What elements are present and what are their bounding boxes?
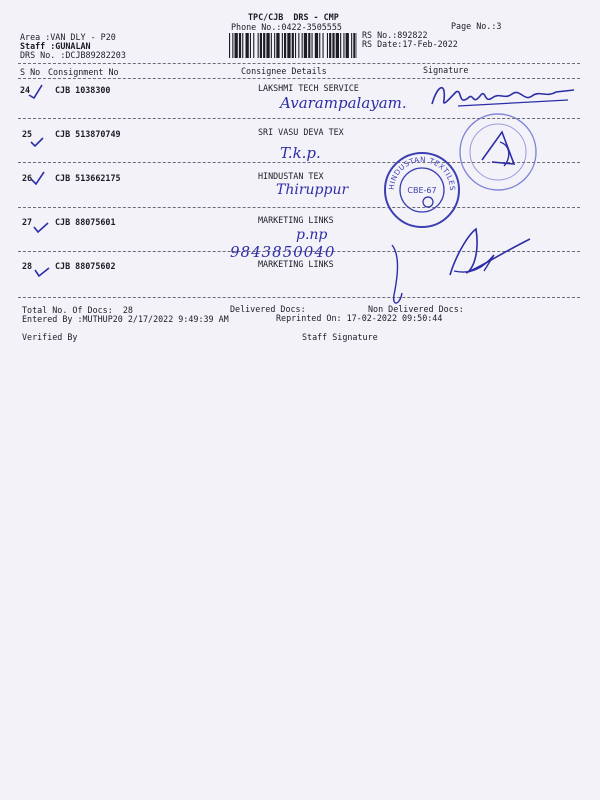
tick-mark-icon xyxy=(28,83,44,99)
handwritten-phone: 9843850040 xyxy=(230,243,336,261)
reprinted-on: Reprinted On: 17-02-2022 09:50:44 xyxy=(276,313,443,323)
verified-by: Verified By xyxy=(22,332,78,342)
handwritten-place: p.np xyxy=(296,227,328,243)
page-number: Page No.:3 xyxy=(451,21,502,31)
row-consignee: MARKETING LINKS xyxy=(258,215,334,225)
row-sno: 28 xyxy=(22,261,33,271)
handwritten-place: Avarampalayam. xyxy=(280,94,407,112)
tick-mark-icon xyxy=(34,266,50,278)
drs-number: DRS No. :DCJB89282203 xyxy=(20,50,126,60)
receiver-signature xyxy=(428,78,578,112)
col-signature: Signature xyxy=(423,65,469,75)
handwritten-place: T.k.p. xyxy=(280,144,321,162)
stamp-text: HINDUSTAN TEXTILES xyxy=(386,154,458,192)
area-label: Area :VAN DLY - P20 xyxy=(20,32,116,42)
receiver-signature-2 xyxy=(380,215,535,310)
rs-number: RS No.:892822 xyxy=(362,30,428,40)
row-sno: 26 xyxy=(22,173,33,183)
entered-by: Entered By :MUTHUP20 2/17/2022 9:49:39 AM xyxy=(22,314,229,324)
row-sno: 27 xyxy=(22,217,33,227)
total-docs: Total No. Of Docs: 28 xyxy=(22,305,133,315)
tick-mark-icon xyxy=(33,222,49,234)
row-consignment: CJB 1038300 xyxy=(55,85,111,95)
barcode xyxy=(229,33,357,58)
row-consignee: HINDUSTAN TEX xyxy=(258,171,324,181)
staff-signature: Staff Signature xyxy=(302,332,378,342)
col-consignee: Consignee Details xyxy=(241,66,327,76)
row-sno: 24 xyxy=(20,85,31,95)
stamp-code: CBE-67 xyxy=(407,186,437,195)
delivered-docs: Delivered Docs: xyxy=(230,304,306,314)
row-consignment: CJB 513662175 xyxy=(55,173,121,183)
row-consignment: CJB 88075601 xyxy=(55,217,116,227)
rs-date: RS Date:17-Feb-2022 xyxy=(362,39,458,49)
row-consignee: MARKETING LINKS xyxy=(258,259,334,269)
non-delivered-docs: Non Delivered Docs: xyxy=(368,304,464,314)
row-consignment: CJB 88075602 xyxy=(55,261,116,271)
row-consignee: SRI VASU DEVA TEX xyxy=(258,127,344,137)
staff-label: Staff :GUNALAN xyxy=(20,41,91,51)
phone-number: Phone No.:0422-3505555 xyxy=(231,22,342,32)
handwritten-place: Thiruppur xyxy=(276,182,349,198)
col-sno: S No xyxy=(20,67,41,77)
col-consignment: Consignment No xyxy=(48,67,119,77)
tick-mark-icon xyxy=(30,136,44,148)
tick-mark-icon xyxy=(30,170,46,186)
document-title: TPC/CJB DRS - CMP xyxy=(248,12,339,22)
stamp-circle xyxy=(452,112,548,208)
row-sno: 25 xyxy=(22,129,33,139)
row-consignee: LAKSHMI TECH SERVICE xyxy=(258,83,359,93)
header-divider xyxy=(18,63,580,64)
row-consignment: CJB 513870749 xyxy=(55,129,121,139)
